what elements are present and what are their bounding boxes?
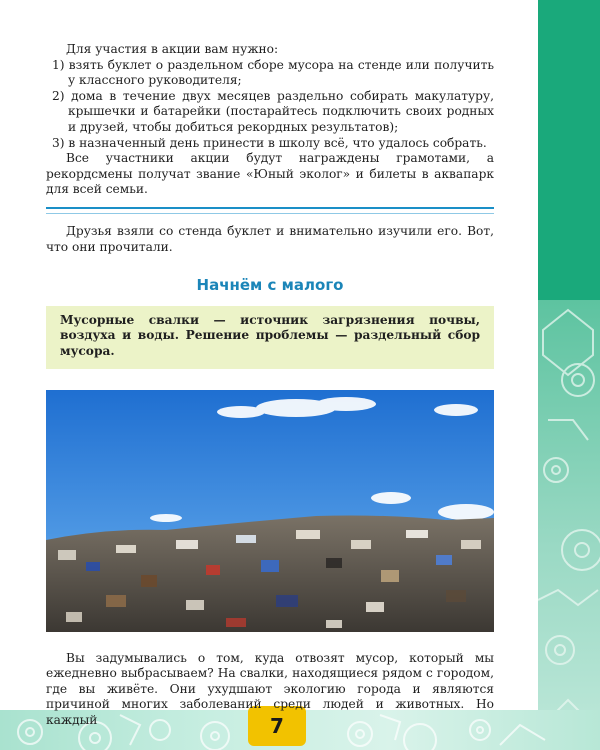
page-content [46, 42, 494, 728]
callout-box: Мусорные свалки — источник загрязнения почвы, воздуха и воды. Решение проблемы — раздельный сбор мусора. [46, 306, 494, 369]
intro-text: Для участия в акции вам нужно: [66, 42, 279, 56]
friends-text: Друзья взяли со стенда буклет и внимательно изучили его. Вот, что они прочитали. [46, 223, 494, 254]
section-divider [46, 207, 494, 214]
list-item: 1) взять буклет о раздельном сборе мусора на стенде или получить у классного руководителя; [52, 57, 494, 88]
list-item: 3) в назначенный день принести в школу всё, что удалось собрать. [52, 135, 487, 150]
section-heading: Начнём с малого [196, 276, 344, 295]
steps-list [46, 58, 494, 152]
landfill-photo [46, 390, 494, 632]
list-item: 2) дома в течение двух месяцев раздельно собирать макулатуру, крышечки и батарейки (постарайтесь подключить своих родных и друзей, чтобы добиться рекордных результатов); [52, 88, 494, 134]
gear-pattern-icon [538, 300, 600, 750]
body-text: Вы задумывались о том, куда отвозят мусор, который мы ежедневно выбрасываем? На свалки, находящиеся рядом с городом, где вы живёте. Они ухудшают экологию города и являются причиной многих заболеваний среди людей и животных. Но каждый [46, 650, 494, 727]
awards-text: Все участники акции будут награждены грамотами, а рекордсмены получат звание «Юный эколог» и билеты в аквапарк для всей семьи. [46, 151, 494, 197]
side-decor-band [538, 0, 600, 750]
page-number: 7 [248, 706, 306, 746]
